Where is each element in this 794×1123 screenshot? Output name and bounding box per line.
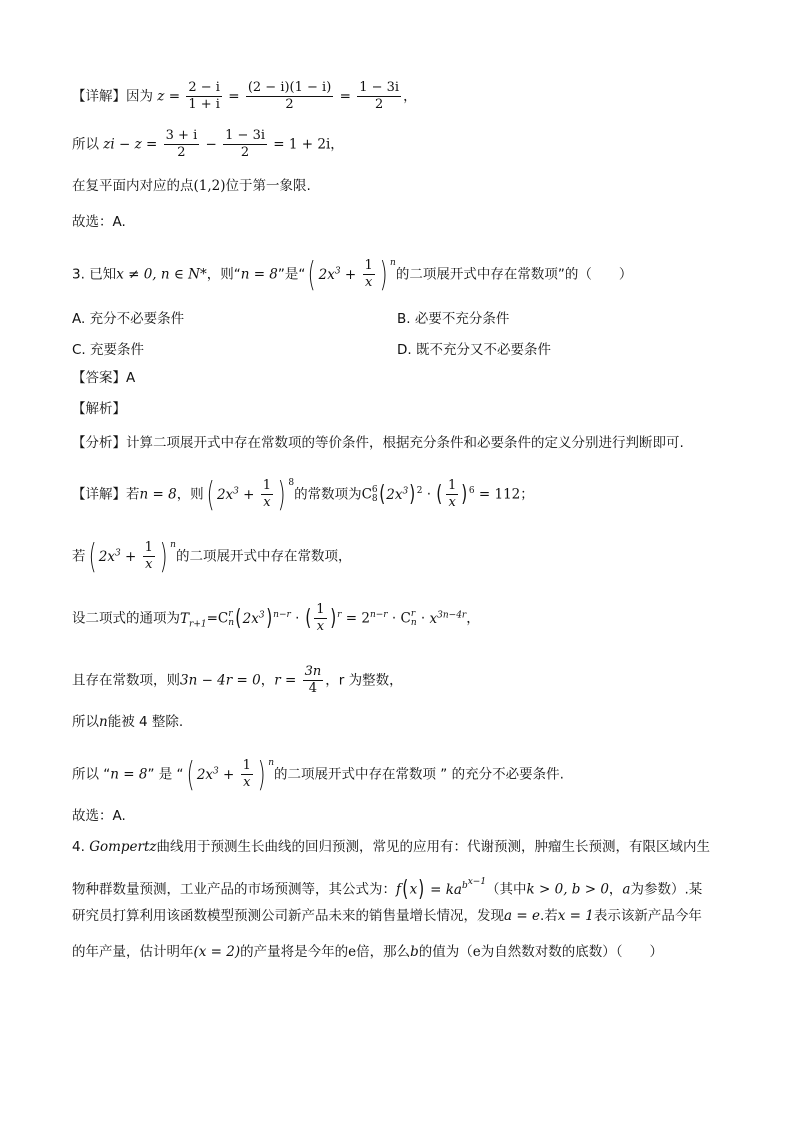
- denominator: x: [364, 275, 373, 290]
- option-c: C. 充要条件: [72, 342, 145, 358]
- paren: (: [206, 474, 215, 515]
- text: 的二项展开式中存在常数项，: [175, 548, 352, 565]
- numerator: 2 − i: [188, 80, 220, 95]
- detail-q3-line-1: 【详解】若n = 8，则( $2x^3$ + $\frac{1}{x}$ ) $^8$的常数项为C 6 8 $(2x^3)^2$ · ( $\frac{1}{x}$ )$^6$ = 112；: [72, 474, 534, 515]
- condition: n = 8: [240, 266, 278, 283]
- text: 位于第一象限.: [225, 178, 311, 194]
- paren: (: [186, 754, 195, 795]
- detail-tag: 【详解】: [72, 486, 126, 503]
- text: 曲线用于预测生长曲线的回归预测，常见的应用有：代谢预测，肿瘤生长预测，有限区域内生: [156, 839, 711, 855]
- denominator: 4: [308, 681, 318, 696]
- numerator: 1 − 3i: [359, 80, 400, 95]
- e-constant: e: [348, 944, 357, 960]
- choice-line: 故选：A.: [72, 214, 126, 230]
- text: 的二项展开式中存在常数项 ” 的充分不必要条件.: [274, 766, 564, 783]
- condition: x ≠ 0, n ∈ N*: [116, 266, 207, 283]
- text: 研究员打算利用该函数模型预测公司新产品未来的销售量增长情况，发现: [72, 908, 504, 924]
- numerator: 1: [364, 258, 373, 273]
- combination: C: [361, 486, 372, 503]
- text: 所以: [72, 714, 99, 730]
- numerator: 3 + i: [165, 128, 198, 143]
- r-var: r =: [274, 672, 297, 689]
- fraction: $\frac{1}{x}$: [242, 758, 251, 790]
- text: 的二项展开式中存在常数项”的（ ）: [395, 266, 633, 283]
- equation: a = e: [504, 908, 540, 924]
- option-d: D. 既不充分又不必要条件: [397, 342, 551, 358]
- text: ” 是 “: [147, 766, 184, 783]
- detail-q3-line-3: 设二项式的通项为$T_{r+1}=C$ r n $(2x^3)^{n-r}$ · ( $\frac{1}{x}$ )$^r = 2^{n-r} \cdot C$ r n · $x^{3n-4r}$，: [72, 602, 480, 634]
- detail-line-3: [72, 176, 311, 196]
- text: ，则: [176, 486, 204, 503]
- analysis-tag: 【解析】: [72, 401, 126, 417]
- text: 且存在常数项，则: [72, 672, 180, 689]
- text: 已知: [89, 266, 117, 283]
- text: 若: [126, 486, 140, 503]
- z-var: z: [157, 88, 165, 105]
- fraction-1: [164, 128, 200, 161]
- answer-line: 【答案】A: [72, 370, 136, 386]
- expression: = 2: [345, 610, 370, 627]
- text: ，: [608, 881, 623, 898]
- fraction-1: [186, 80, 222, 113]
- text: 的年产量，估计明年: [72, 944, 194, 960]
- detail-q3-line-4: [72, 664, 403, 697]
- text: 能被 4 整除.: [107, 714, 184, 730]
- detail-q3-line-6: 所以 “n = 8” 是 “( $2x^3$ + $\frac{1}{x}$ ) $^n$的二项展开式中存在常数项 ” 的充分不必要条件.: [72, 754, 564, 795]
- denominator: 2: [285, 97, 294, 112]
- equation: x = 1: [557, 908, 594, 924]
- text: ，则“: [206, 266, 241, 283]
- text: （其中: [486, 881, 527, 898]
- paren: ): [257, 754, 266, 795]
- option-b: B. 必要不充分条件: [397, 311, 510, 327]
- text: ，: [330, 136, 344, 153]
- analysis-line: 【分析】计算二项展开式中存在常数项的等价条件，根据充分条件和必要条件的定义分别进行判断即可.: [72, 435, 684, 451]
- detail-q3-choice: 故选：A.: [72, 808, 126, 824]
- fraction: [303, 664, 324, 697]
- fraction-3: [357, 80, 401, 113]
- question-number: 3.: [72, 266, 85, 283]
- numerator: 3n: [304, 664, 322, 679]
- e-constant: e: [472, 944, 481, 960]
- text: 所以: [72, 136, 99, 153]
- text: 倍，那么: [356, 944, 411, 960]
- condition: n = 8: [110, 766, 148, 783]
- text: 若: [72, 548, 86, 565]
- question-4-line-1: [72, 837, 710, 857]
- text: ”是“: [277, 266, 306, 283]
- result: = 112: [478, 486, 521, 503]
- paren: ): [277, 474, 286, 515]
- question-4-line-4: [72, 942, 663, 962]
- text: ，r 为整数，: [325, 672, 403, 689]
- denominator: 2: [240, 145, 250, 160]
- fraction: $\frac{1}{x}$: [262, 478, 272, 510]
- text: 在复平面内对应的点: [72, 178, 194, 194]
- text: 物种群数量预测，工业产品的市场预测等，其公式为：: [72, 881, 396, 898]
- text: 的产量将是今年的: [240, 944, 349, 960]
- text: 为参数）.某: [630, 881, 703, 898]
- n-var: n: [99, 714, 108, 730]
- detail-q3-line-5: [72, 712, 183, 732]
- denominator: 1 + i: [188, 97, 220, 112]
- text: 为自然数对数的底数）（ ）: [480, 944, 664, 960]
- equation: (x = 2): [193, 944, 241, 960]
- text: ，: [403, 88, 417, 105]
- question-3: 3. 已知x ≠ 0, n ∈ N*，则“n = 8”是“( $2x^3$ + $\frac{1}{x}$ ) $^n$的二项展开式中存在常数项”的（ ）: [72, 254, 633, 295]
- paren: (: [308, 254, 317, 295]
- numerator: 1 − 3i: [225, 128, 265, 143]
- paren: ): [379, 254, 388, 295]
- detail-tag: 【详解】: [72, 88, 126, 105]
- fraction: [363, 258, 375, 291]
- equation: 3n − 4r = 0: [180, 672, 261, 689]
- text: 设二项式的通项为: [72, 610, 180, 627]
- text: ；: [520, 486, 534, 503]
- detail-line-2: 所以 zi − z = $\frac{3 + i}{2}$ − $\frac{1 - 3i}{2}$ = 1 + 2i，: [72, 128, 344, 160]
- b-var: b: [410, 944, 419, 960]
- numerator: (2 − i)(1 − i): [247, 80, 332, 95]
- text: 的常数项为: [294, 486, 362, 503]
- point: (1,2): [193, 178, 226, 194]
- fraction-2: [246, 80, 333, 113]
- text: .若: [539, 908, 558, 924]
- detail-line-1: 【详解】因为 z = $\frac{2 - i}{1 + i}$ = $\frac{(2 - i)(1 - i)}{2}$ = $\frac{1 - 3i}{2}$ ，: [72, 80, 417, 112]
- text: 的值为（: [418, 944, 473, 960]
- text: ，: [466, 610, 480, 627]
- text: 所以 “: [72, 766, 111, 783]
- text: ，: [260, 672, 275, 689]
- result: = 1 + 2i: [273, 136, 331, 153]
- expression: zi − z =: [103, 136, 158, 153]
- fraction: $\frac{1}{x}$: [144, 540, 153, 572]
- text: 表示该新产品今年: [593, 908, 702, 924]
- detail-q3-line-2: 若( $2x^3$ + $\frac{1}{x}$ ) $^n$的二项展开式中存在常数项，: [72, 536, 352, 577]
- option-a: A. 充分不必要条件: [72, 311, 185, 327]
- condition: n = 8: [139, 486, 177, 503]
- denominator: 2: [177, 145, 186, 160]
- paren: (: [88, 536, 97, 577]
- fraction-2: [223, 128, 267, 161]
- question-4-line-3: [72, 906, 702, 926]
- paren: ): [159, 536, 168, 577]
- model-name: Gompertz: [89, 839, 157, 855]
- question-number: 4.: [72, 839, 85, 855]
- denominator: 2: [374, 97, 384, 112]
- text: 因为: [126, 88, 153, 105]
- question-4-line-2: 物种群数量预测，工业产品的市场预测等，其公式为：$f(x) = ka^{b^{x-1}}$（其中k > 0, b > 0，a为参数）.某: [72, 876, 703, 902]
